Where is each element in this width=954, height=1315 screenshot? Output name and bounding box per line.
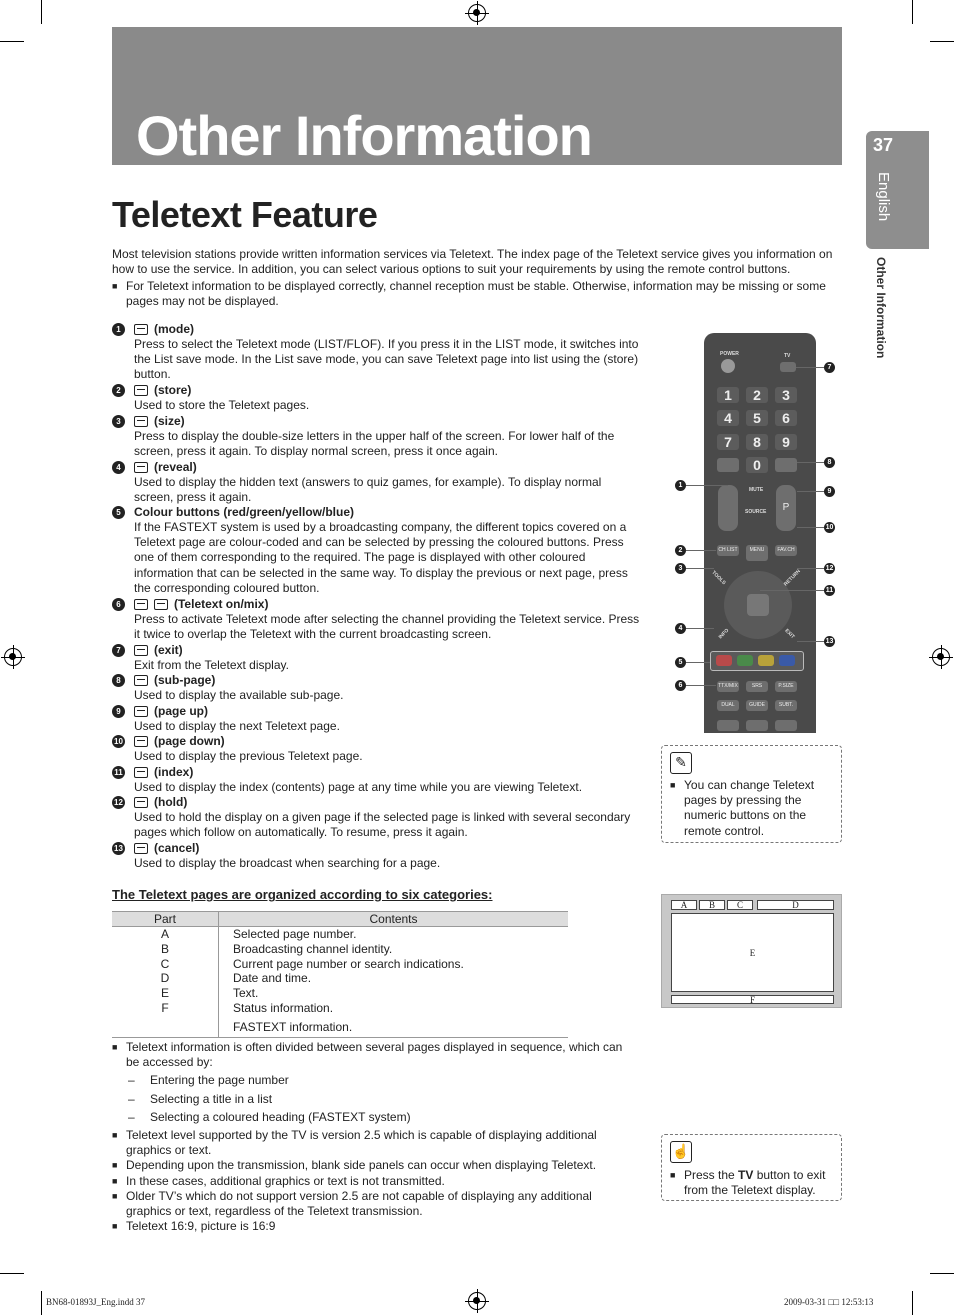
callout-2: 2 bbox=[675, 545, 686, 556]
yellow-button bbox=[758, 655, 774, 666]
note-item bbox=[670, 778, 830, 839]
table-row bbox=[112, 1001, 568, 1016]
section-label bbox=[870, 257, 890, 377]
pre-button bbox=[717, 458, 739, 472]
item-name: (sub-page) bbox=[154, 672, 216, 687]
crop-mark bbox=[912, 0, 913, 24]
dash-text: Selecting a coloured heading (FASTEXT system) bbox=[150, 1109, 411, 1124]
item-store bbox=[112, 383, 642, 413]
callout-7: 7 bbox=[824, 362, 835, 373]
item-size bbox=[112, 414, 642, 459]
table-cell: Selected page number. bbox=[233, 927, 357, 941]
item-cancel bbox=[112, 841, 642, 871]
item-name: (size) bbox=[154, 413, 185, 428]
table-row bbox=[112, 971, 568, 986]
index-key-icon bbox=[134, 767, 148, 778]
section-title: Teletext Feature bbox=[112, 194, 378, 235]
part-d: D bbox=[757, 900, 834, 910]
source-label: SOURCE bbox=[745, 509, 767, 515]
callout-1: 1 bbox=[675, 480, 686, 491]
item-name: (Teletext on/mix) bbox=[174, 596, 269, 611]
info-label: INFO bbox=[717, 627, 731, 641]
section-text: Other Information bbox=[874, 257, 888, 359]
item-name: (index) bbox=[154, 764, 194, 779]
leader-line bbox=[796, 367, 824, 368]
item-desc: Used to display the previous Teletext page. bbox=[134, 749, 363, 763]
number-badge: 5 bbox=[112, 506, 125, 519]
teletext-layout-diagram bbox=[661, 894, 842, 1008]
item-name: (cancel) bbox=[154, 840, 200, 855]
leader-line bbox=[797, 527, 824, 528]
table-cell: Status information. bbox=[233, 1000, 334, 1015]
item-mode bbox=[112, 322, 642, 383]
table-row bbox=[112, 957, 568, 972]
page-up-key-icon bbox=[134, 706, 148, 717]
part-a: A bbox=[671, 900, 697, 910]
item-desc: Press to select the Teletext mode (LIST/FLOF). If you press it in the LIST mode, it switches into the List save mode. In the List save mode, you can save Teletext page into list using the (store) button. bbox=[134, 337, 639, 382]
item-desc: If the FASTEXT system is used by a broadcasting company, the different topics covered on a Teletext page are colour-coded and can be selected by pressing the coloured buttons. Press one of them corresponding to the required. The page is displayed with other coloured information that can be selected in the same way. To display the previous or next page, press the corresponding coloured button. bbox=[134, 520, 628, 595]
item-page-up bbox=[112, 704, 642, 734]
digit-9: 9 bbox=[775, 434, 797, 450]
power-label: POWER bbox=[720, 351, 739, 357]
item-teletext-on-mix bbox=[112, 597, 642, 642]
table-cell bbox=[112, 1016, 219, 1038]
digit-7: 7 bbox=[717, 434, 739, 450]
number-badge: 11 bbox=[112, 766, 125, 779]
item-desc: Used to display the available sub-page. bbox=[134, 688, 344, 702]
leader-line bbox=[686, 550, 716, 551]
note-item bbox=[112, 1219, 634, 1234]
leader-line bbox=[797, 462, 824, 463]
page-down-key-icon bbox=[134, 736, 148, 747]
table-cell: C bbox=[112, 957, 219, 972]
bullet-icon: ■ bbox=[670, 780, 676, 790]
mode-key-icon bbox=[134, 324, 148, 335]
item-index bbox=[112, 765, 642, 795]
table-cell: A bbox=[112, 927, 219, 942]
number-badge: 2 bbox=[112, 384, 125, 397]
callout-12: 12 bbox=[825, 565, 834, 572]
leader-line bbox=[797, 641, 824, 642]
item-name: (exit) bbox=[154, 642, 183, 657]
item-desc: Exit from the Teletext display. bbox=[134, 658, 289, 672]
crop-mark bbox=[41, 1291, 42, 1315]
crop-mark bbox=[0, 1273, 24, 1274]
leader-line bbox=[686, 485, 728, 486]
table-header-part: Part bbox=[112, 912, 219, 927]
table-cell: F bbox=[112, 1001, 219, 1016]
table-cell: B bbox=[112, 942, 219, 957]
item-desc: Used to display the hidden text (answers to quiz games, for example). To display normal screen, press it again. bbox=[134, 475, 602, 505]
exit-key-icon bbox=[134, 645, 148, 656]
callout-6: 6 bbox=[675, 680, 686, 691]
item-colour-buttons bbox=[112, 505, 642, 596]
digit-0: 0 bbox=[746, 457, 768, 473]
number-badge: 8 bbox=[112, 674, 125, 687]
tip-text-post: button to exit from the Teletext display. bbox=[684, 1168, 826, 1198]
table-row bbox=[112, 927, 568, 942]
bullet-icon: ■ bbox=[112, 1160, 118, 1171]
ch-list-button: CH LIST bbox=[717, 545, 739, 556]
dash-text: Selecting a title in a list bbox=[150, 1091, 273, 1106]
exit-label: EXIT bbox=[783, 627, 796, 641]
rewind-button bbox=[717, 720, 739, 731]
tip-text bbox=[684, 1168, 832, 1198]
categories-heading: The Teletext pages are organized according to six categories: bbox=[112, 887, 493, 902]
crop-mark bbox=[930, 1273, 954, 1274]
bullet-icon: ■ bbox=[112, 1042, 118, 1052]
crop-mark bbox=[930, 41, 954, 42]
menu-button: MENU bbox=[746, 545, 768, 561]
prech-button bbox=[775, 458, 797, 472]
language-text: English bbox=[875, 172, 892, 222]
leader-line bbox=[797, 568, 824, 569]
part-b: B bbox=[699, 900, 725, 910]
page-number: 37 bbox=[873, 135, 894, 155]
dash-item bbox=[112, 1073, 634, 1088]
item-name: (mode) bbox=[154, 321, 194, 336]
digit-6: 6 bbox=[775, 410, 797, 426]
tip-text-bold: TV bbox=[738, 1168, 754, 1182]
note-text: You can change Teletext pages by pressing the numeric buttons on the remote control. bbox=[684, 778, 815, 838]
digit-8: 8 bbox=[746, 434, 768, 450]
leader-line bbox=[797, 491, 824, 492]
intro-note bbox=[112, 279, 842, 309]
dash-item bbox=[112, 1110, 634, 1125]
blue-button bbox=[779, 655, 795, 666]
callout-3: 3 bbox=[675, 563, 686, 574]
intro-paragraph: Most television stations provide written information services via Teletext. The index page of the Teletext service gives you information on how to use the service. In addition, you can select various options to suit your requirements by using the remote control buttons. bbox=[112, 247, 833, 277]
bullet-icon: ■ bbox=[112, 1190, 118, 1201]
footer-file-info: BN68-01893J_Eng.indd 37 bbox=[46, 1297, 145, 1307]
red-button bbox=[716, 655, 732, 666]
table-cell: E bbox=[112, 986, 219, 1001]
digit-3: 3 bbox=[775, 387, 797, 403]
item-desc: Press to display the double-size letters in the upper half of the screen. For lower half of the screen, press it again. To display normal screen, press it once again. bbox=[134, 429, 615, 459]
digit-2: 2 bbox=[746, 387, 768, 403]
tip-box bbox=[661, 1134, 842, 1201]
power-button-icon bbox=[721, 359, 735, 373]
crop-mark bbox=[41, 0, 42, 24]
dash-item bbox=[112, 1092, 634, 1107]
number-badge: 3 bbox=[112, 415, 125, 428]
footer-timestamp: 2009-03-31 □□ 12:53:13 bbox=[784, 1297, 874, 1307]
volume-rocker bbox=[718, 485, 738, 531]
registration-mark bbox=[468, 1292, 486, 1310]
teletext-key-icon bbox=[134, 599, 148, 610]
item-desc: Press to activate Teletext mode after selecting the channel providing the Teletext service. Press it twice to overlap the Teletext with the current broadcasting screen. bbox=[134, 612, 640, 642]
crop-mark bbox=[0, 41, 24, 42]
callout-8: 8 bbox=[824, 457, 835, 468]
note-text: Teletext 16:9, picture is 16:9 bbox=[126, 1219, 276, 1234]
dash-text: Entering the page number bbox=[150, 1073, 289, 1088]
note-text: Older TV’s which do not support version 2.5 are not capable of displaying any additional graphics or text, regardless of the Teletext transmission. bbox=[126, 1188, 592, 1219]
reveal-key-icon bbox=[134, 462, 148, 473]
leader-line bbox=[686, 662, 710, 663]
item-name: (store) bbox=[154, 382, 192, 397]
item-name: (page up) bbox=[154, 703, 208, 718]
leader-line bbox=[760, 590, 824, 591]
hand-pointer-icon: ☝ bbox=[670, 1141, 692, 1163]
item-desc: Used to hold the display on a given page if the selected page is linked with several secondary pages which follow on automatically. To resume, press it again. bbox=[134, 810, 631, 840]
tools-label: TOOLS bbox=[710, 569, 727, 587]
dash-icon: – bbox=[128, 1109, 135, 1124]
tv-button bbox=[780, 362, 796, 372]
dash-icon: – bbox=[128, 1073, 135, 1088]
return-label: RETURN bbox=[782, 568, 802, 588]
registration-mark bbox=[468, 4, 486, 22]
table-row bbox=[112, 1016, 568, 1038]
cancel-key-icon bbox=[134, 843, 148, 854]
item-sub-page bbox=[112, 673, 642, 703]
table-cell: Text. bbox=[233, 986, 259, 1001]
ttx-mix-button: TTX/MIX bbox=[717, 681, 739, 692]
pause-button bbox=[746, 720, 768, 731]
tv-label: TV bbox=[784, 353, 791, 359]
part-f: F bbox=[671, 995, 834, 1004]
srs-button: SRS bbox=[746, 681, 768, 692]
table-header-contents: Contents bbox=[219, 912, 569, 927]
table-row bbox=[112, 986, 568, 1001]
item-reveal bbox=[112, 460, 642, 505]
store-key-icon bbox=[134, 385, 148, 396]
number-badge: 13 bbox=[112, 842, 125, 855]
remote-control-illustration bbox=[704, 333, 816, 733]
number-badge: 4 bbox=[112, 461, 125, 474]
p-size-button: P.SIZE bbox=[775, 681, 797, 692]
note-pencil-icon: ✎ bbox=[670, 752, 692, 774]
item-desc: Used to display the broadcast when searching for a page. bbox=[134, 856, 441, 870]
item-hold bbox=[112, 795, 642, 840]
size-key-icon bbox=[134, 416, 148, 427]
bullet-icon: ■ bbox=[670, 1170, 676, 1180]
item-name: (hold) bbox=[154, 794, 188, 809]
crop-mark bbox=[912, 1291, 913, 1315]
callout-5: 5 bbox=[675, 657, 686, 668]
hold-key-icon bbox=[134, 797, 148, 808]
note-item bbox=[112, 1189, 634, 1219]
item-desc: Used to display the next Teletext page. bbox=[134, 719, 340, 733]
table-cell: Current page number or search indications. bbox=[233, 956, 464, 971]
callout-10: 10 bbox=[825, 524, 834, 531]
categories-table bbox=[112, 911, 568, 1038]
note-item bbox=[670, 1168, 832, 1198]
item-desc: Used to store the Teletext pages. bbox=[134, 398, 310, 412]
green-button bbox=[737, 655, 753, 666]
fav-ch-button: FAV.CH bbox=[775, 545, 797, 556]
subt-button: SUBT. bbox=[775, 700, 797, 711]
bullet-icon: ■ bbox=[112, 1221, 118, 1232]
note-item bbox=[112, 1174, 634, 1189]
forward-button bbox=[775, 720, 797, 731]
item-name: (page down) bbox=[154, 733, 225, 748]
part-e: E bbox=[671, 913, 834, 992]
table-row bbox=[112, 942, 568, 957]
chapter-title: Other Information bbox=[136, 104, 592, 167]
item-name: Colour buttons (red/green/yellow/blue) bbox=[134, 504, 355, 519]
digit-4: 4 bbox=[717, 410, 739, 426]
bullet-icon: ■ bbox=[112, 1130, 118, 1141]
bullet-icon: ■ bbox=[112, 1175, 118, 1186]
note-box bbox=[661, 745, 842, 843]
note-text: Depending upon the transmission, blank side panels can occur when displaying Teletext. bbox=[126, 1158, 597, 1173]
part-c: C bbox=[727, 900, 753, 910]
note-item bbox=[112, 1040, 634, 1070]
item-page-down bbox=[112, 734, 642, 764]
dual-button: DUAL bbox=[717, 700, 739, 711]
table-cell: Date and time. bbox=[233, 971, 312, 986]
leader-line bbox=[686, 628, 714, 629]
item-name: (reveal) bbox=[154, 459, 197, 474]
registration-mark bbox=[932, 648, 950, 666]
guide-button: GUIDE bbox=[746, 700, 768, 711]
bullet-icon: ■ bbox=[112, 281, 118, 291]
mix-key-icon bbox=[154, 599, 168, 610]
channel-rocker: P bbox=[776, 485, 796, 531]
leader-line bbox=[686, 685, 716, 686]
note-text: Teletext level supported by the TV is version 2.5 which is capable of displaying additional graphics or text. bbox=[126, 1128, 597, 1158]
callout-4: 4 bbox=[675, 623, 686, 634]
number-badge: 6 bbox=[112, 598, 125, 611]
table-cell: Broadcasting channel identity. bbox=[233, 941, 393, 956]
number-badge: 7 bbox=[112, 644, 125, 657]
number-badge: 12 bbox=[112, 796, 125, 809]
dash-icon: – bbox=[128, 1091, 135, 1106]
item-exit bbox=[112, 643, 642, 673]
sub-page-key-icon bbox=[134, 675, 148, 686]
callout-11: 11 bbox=[825, 587, 834, 594]
intro-note-text: For Teletext information to be displayed correctly, channel reception must be stable. Otherwise, information may be missing or some pages may not be displayed. bbox=[126, 279, 826, 309]
table-cell: FASTEXT information. bbox=[219, 1016, 569, 1038]
enter-button bbox=[747, 594, 769, 616]
note-text: Teletext information is often divided between several pages displayed in sequence, which can be accessed by: bbox=[126, 1040, 623, 1070]
digit-1: 1 bbox=[717, 387, 739, 403]
number-badge: 9 bbox=[112, 705, 125, 718]
note-item bbox=[112, 1158, 634, 1173]
table-cell: D bbox=[112, 971, 219, 986]
tip-text-pre: Press the bbox=[684, 1168, 739, 1182]
registration-mark bbox=[4, 648, 22, 666]
item-desc: Used to display the index (contents) page at any time while you are viewing Teletext. bbox=[134, 780, 583, 794]
leader-line bbox=[686, 568, 714, 569]
number-badge: 10 bbox=[112, 735, 125, 748]
number-badge: 1 bbox=[112, 323, 125, 336]
mute-label: MUTE bbox=[749, 487, 764, 493]
teletext-notes bbox=[112, 1040, 634, 1234]
note-text: In these cases, additional graphics or text is not transmitted. bbox=[126, 1173, 445, 1188]
note-item bbox=[112, 1128, 634, 1158]
digit-5: 5 bbox=[746, 410, 768, 426]
callout-9: 9 bbox=[824, 486, 835, 497]
language-label bbox=[870, 172, 898, 242]
callout-13: 13 bbox=[825, 638, 834, 645]
